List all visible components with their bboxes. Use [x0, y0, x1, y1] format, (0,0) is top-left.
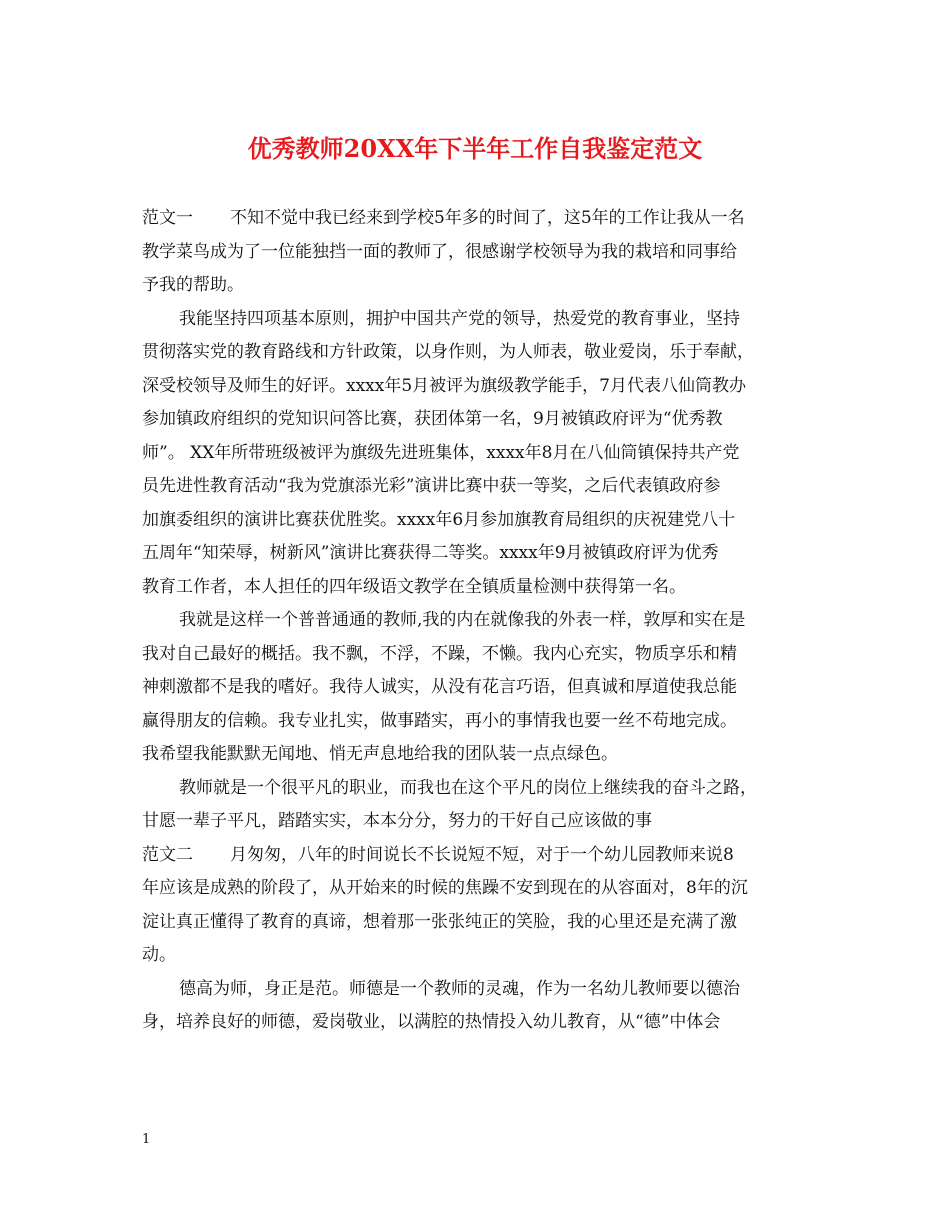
text-line: 赢得朋友的信赖。我专业扎实，做事踏实，再小的事情我也要一丝不苟地完成。 — [142, 710, 737, 731]
text-line: 甘愿一辈子平凡，踏踏实实，本本分分，努力的干好自己应该做的事 — [142, 811, 652, 831]
text-line: 德高为师，身正是范。师德是一个教师的灵魂，作为一名幼儿教师要以德治 — [179, 978, 740, 999]
text-line: 教育工作者，本人担任的四年级语文教学在全镇质量检测中获得第一名。 — [142, 576, 686, 597]
page-title: 优秀教师20XX年下半年工作自我鉴定范文 — [247, 134, 703, 163]
text-line: 贯彻落实党的教育路线和方针政策，以身作则，为人师表，敬业爱岗，乐于奉献， — [142, 342, 754, 362]
text-line: 深受校领导及师生的好评。xxxx年5月被评为旗级教学能手，7月代表八仙筒教办 — [142, 375, 746, 396]
text-line: 五周年“知荣辱，树新风”演讲比赛获得二等奖。xxxx年9月被镇政府评为优秀 — [142, 543, 719, 563]
section-1-first-line: 不知不觉中我已经来到学校5年多的时间了，这5年的工作让我从一名 — [230, 208, 745, 228]
text-line: 动。 — [142, 945, 176, 965]
text-line: 教学菜鸟成为了一位能独挡一面的教师了，很感谢学校领导为我的栽培和同事给 — [142, 241, 737, 262]
text-line: 我就是这样一个普普通通的教师,我的内在就像我的外表一样，敦厚和实在是 — [179, 610, 746, 630]
text-line: 参加镇政府组织的党知识问答比赛，获团体第一名，9月被镇政府评为“优秀教 — [142, 409, 723, 429]
text-line: 年应该是成熟的阶段了，从开始来的时候的焦躁不安到现在的从容面对，8年的沉 — [142, 878, 748, 898]
page-number: 1 — [142, 1132, 151, 1147]
text-line: 淀让真正懂得了教育的真谛，想着那一张张纯正的笑脸，我的心里还是充满了激 — [142, 911, 737, 932]
section-2-label: 范文二 — [142, 844, 193, 865]
text-line: 我希望我能默默无闻地、悄无声息地给我的团队装一点点绿色。 — [142, 744, 618, 764]
section-2-heading-line — [142, 839, 810, 873]
text-line: 予我的帮助。 — [142, 275, 244, 295]
section-1-label: 范文一 — [142, 208, 193, 228]
text-line: 身，培养良好的师德，爱岗敬业，以满腔的热情投入幼儿教育，从“德”中体会 — [142, 1012, 721, 1032]
text-line: 我对自己最好的概括。我不飘，不浮，不躁，不懒。我内心充实，物质享乐和精 — [142, 643, 737, 664]
text-line: 我能坚持四项基本原则，拥护中国共产党的领导，热爱党的教育事业，坚持 — [179, 308, 740, 329]
document-body — [142, 202, 810, 1040]
text-line: 加旗委组织的演讲比赛获优胜奖。xxxx年6月参加旗教育局组织的庆祝建党八十 — [142, 509, 736, 530]
text-line: 教师就是一个很平凡的职业，而我也在这个平凡的岗位上继续我的奋斗之路， — [179, 777, 757, 798]
text-line: 师”。 XX年所带班级被评为旗级先进班集体，xxxx年8月在八仙筒镇保持共产党 — [142, 442, 740, 463]
section-2-first-line: 月匆匆，八年的时间说长不长说短不短，对于一个幼儿园教师来说8 — [230, 844, 734, 865]
text-line: 员先进性教育活动“我为党旗添光彩”演讲比赛中获一等奖，之后代表镇政府参 — [142, 476, 721, 496]
text-line: 神刺激都不是我的嗜好。我待人诚实，从没有花言巧语，但真诚和厚道使我总能 — [142, 677, 737, 697]
section-1-heading-line — [142, 202, 810, 236]
